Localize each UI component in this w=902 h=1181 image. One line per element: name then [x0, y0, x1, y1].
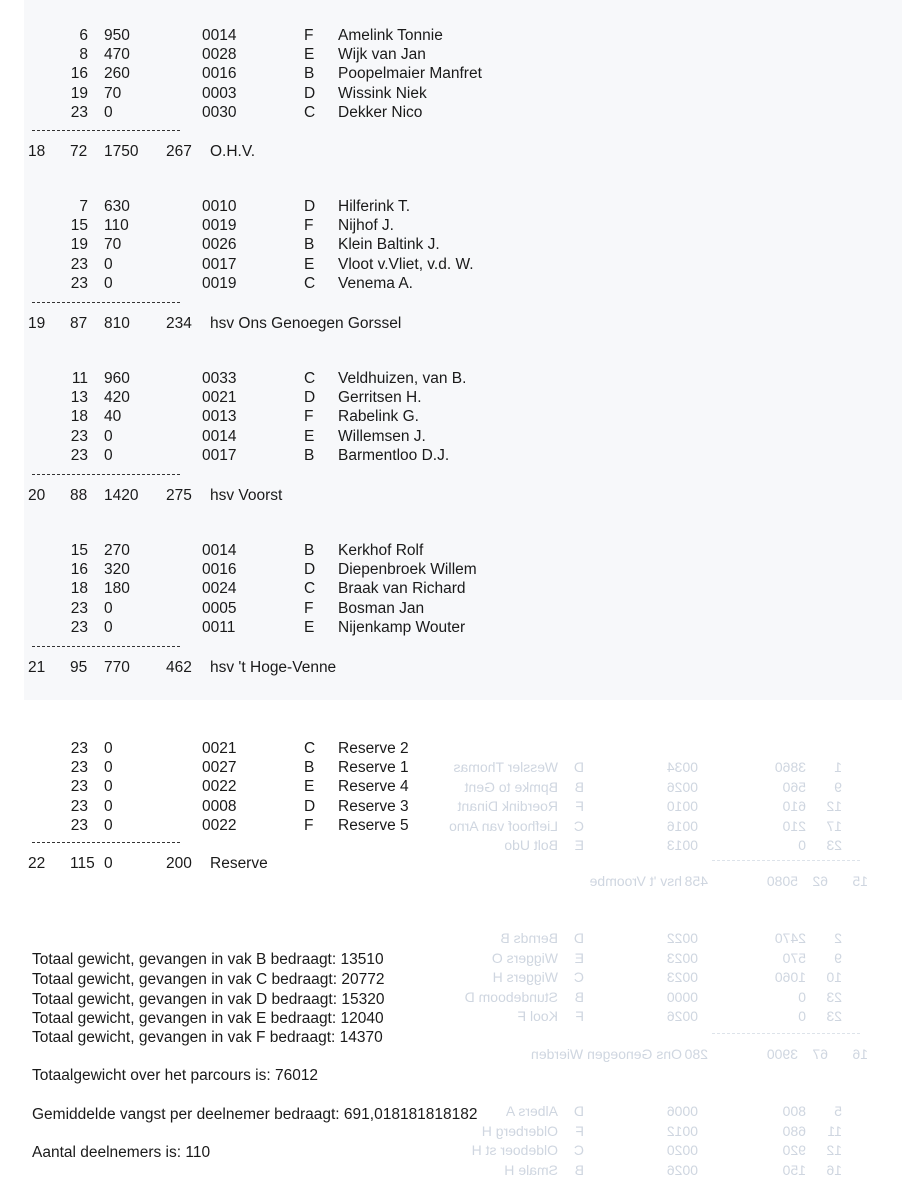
- member-weight: 470: [104, 46, 130, 64]
- bleed-through-text: Bernds B: [500, 930, 558, 946]
- member-place: 23: [70, 740, 88, 757]
- bleed-through-text: Kool F: [517, 1008, 558, 1024]
- bleed-through-text: 680: [782, 1122, 806, 1139]
- bleed-through-text: 0026: [666, 778, 698, 795]
- participant-count-line: Aantal deelnemers is: 110: [32, 1144, 211, 1161]
- bleed-through-text: 610: [782, 798, 806, 814]
- bleed-through-text: Wessler Thomas: [453, 759, 558, 775]
- member-sector: F: [304, 408, 314, 426]
- bleed-through-text: 11: [827, 1122, 842, 1139]
- member-place: 23: [70, 446, 88, 464]
- member-place: 13: [70, 389, 88, 407]
- bleed-through-text: 16: [826, 1161, 842, 1178]
- bleed-through-text: 0034: [666, 759, 698, 775]
- bleed-through-text: C: [573, 969, 584, 985]
- member-sector: C: [304, 274, 316, 292]
- bleed-through-text: 2: [834, 930, 842, 946]
- bleed-through-text: 210: [782, 817, 806, 834]
- bleed-through-text: Stundeboom D: [464, 988, 558, 1005]
- bleed-through-text: Albers A: [505, 1103, 558, 1119]
- member-number: 0021: [202, 389, 237, 407]
- separator-line: [32, 302, 180, 303]
- member-sector: F: [304, 27, 314, 44]
- team-points: 72: [70, 143, 88, 160]
- member-weight: 0: [104, 778, 113, 796]
- member-place: 18: [70, 408, 88, 426]
- bleed-through-text: 0012: [666, 1122, 698, 1139]
- member-number: 0022: [202, 816, 237, 834]
- total-weight-line: Totaalgewicht over het parcours is: 76012: [32, 1067, 319, 1084]
- team-club: hsv Ons Genoegen Gorssel: [210, 315, 402, 332]
- member-place: 23: [70, 778, 88, 796]
- member-number: 0014: [202, 427, 237, 445]
- member-place: 18: [70, 580, 88, 598]
- bleed-through-text: D: [573, 759, 584, 775]
- member-sector: F: [304, 599, 314, 617]
- bleed-through-text: 0020: [666, 1142, 698, 1158]
- member-name: Reserve 5: [338, 816, 409, 834]
- member-name: Reserve 2: [338, 740, 409, 757]
- bleed-through-text: 5: [834, 1103, 842, 1119]
- member-number: 0016: [202, 561, 237, 579]
- bleed-through-text: 280: [684, 1046, 708, 1062]
- bleed-through-text: B: [574, 1161, 584, 1178]
- member-number: 0027: [202, 759, 237, 777]
- bleed-through-text: 920: [782, 1142, 806, 1158]
- bleed-through-text: 560: [782, 778, 806, 795]
- bleed-through-text: Roerdink Dinant: [457, 798, 558, 814]
- member-weight: 70: [104, 84, 122, 102]
- bleed-through-text: 0010: [666, 798, 698, 814]
- member-sector: D: [304, 84, 316, 102]
- bleed-through-text: Bpmke to Gent: [464, 778, 558, 795]
- bleed-through-text: 0006: [666, 1103, 698, 1119]
- member-number: 0016: [202, 65, 237, 83]
- member-sector: B: [304, 236, 315, 254]
- member-weight: 950: [104, 27, 130, 44]
- member-number: 0026: [202, 236, 237, 254]
- member-sector: E: [304, 618, 315, 636]
- bleed-through-text: F: [575, 798, 584, 814]
- member-name: Nijhof J.: [338, 217, 394, 235]
- bleed-through-text: 12: [826, 1142, 842, 1158]
- team-score: 267: [166, 143, 192, 160]
- member-name: Rabelink G.: [338, 408, 419, 426]
- member-name: Gerritsen H.: [338, 389, 422, 407]
- team-rank: 19: [28, 315, 46, 332]
- member-place: 23: [70, 427, 88, 445]
- team-points: 95: [70, 659, 88, 676]
- bleed-through-text: 9: [834, 778, 842, 795]
- member-name: Reserve 4: [338, 778, 409, 796]
- team-weight: 770: [104, 659, 130, 676]
- member-weight: 0: [104, 446, 113, 464]
- bleed-through-text: Ons Genoegen Wierden: [531, 1046, 682, 1062]
- member-name: Poopelmaier Manfret: [338, 65, 482, 83]
- bleed-through-text: F: [575, 1122, 584, 1139]
- member-sector: B: [304, 542, 315, 559]
- bleed-through-text: hsv 't Vroombe: [589, 873, 682, 889]
- bleed-through-text: 0016: [666, 817, 698, 834]
- team-rank: 20: [28, 487, 46, 504]
- member-place: 16: [70, 65, 88, 83]
- member-number: 0014: [202, 27, 237, 44]
- member-weight: 630: [104, 198, 130, 215]
- member-weight: 0: [104, 759, 113, 777]
- member-number: 0017: [202, 446, 237, 464]
- bleed-through-text: 0: [798, 1008, 806, 1024]
- bleed-through-text: C: [573, 1142, 584, 1158]
- bleed-through-text: 570: [782, 949, 806, 966]
- member-name: Braak van Richard: [338, 580, 466, 598]
- member-name: Wijk van Jan: [338, 46, 426, 64]
- member-sector: C: [304, 370, 316, 387]
- bleed-through-text: 23: [826, 837, 842, 853]
- bleed-through-text: 800: [782, 1103, 806, 1119]
- team-score: 462: [166, 659, 192, 676]
- team-rank: 18: [28, 143, 46, 160]
- member-place: 23: [70, 274, 88, 292]
- member-name: Klein Baltink J.: [338, 236, 440, 254]
- bleed-through-text: Liefhoof van Arno: [449, 817, 558, 834]
- member-name: Veldhuizen, van B.: [338, 370, 467, 387]
- bleed-through-text: Wiggers O: [491, 949, 558, 966]
- bleed-through-text: F: [575, 1008, 584, 1024]
- member-number: 0010: [202, 198, 237, 215]
- team-club: Reserve: [210, 855, 268, 872]
- bleed-through-text: 0: [798, 837, 806, 853]
- member-sector: B: [304, 446, 315, 464]
- sector-total-line: Totaal gewicht, gevangen in vak F bedraagt: 14370: [32, 1029, 383, 1046]
- bleed-through-text: 458: [684, 873, 708, 889]
- member-sector: F: [304, 217, 314, 235]
- member-weight: 0: [104, 255, 113, 273]
- sector-total-line: Totaal gewicht, gevangen in vak D bedraagt: 15320: [32, 991, 385, 1008]
- member-place: 8: [79, 46, 88, 64]
- member-number: 0028: [202, 46, 237, 64]
- member-number: 0008: [202, 797, 237, 815]
- member-place: 11: [71, 370, 88, 387]
- bleed-through-text: C: [573, 817, 584, 834]
- bleed-through-text: D: [573, 1103, 584, 1119]
- bleed-through-text: 1060: [774, 969, 806, 985]
- member-number: 0019: [202, 217, 237, 235]
- team-rank: 22: [28, 855, 46, 872]
- member-number: 0024: [202, 580, 237, 598]
- member-name: Kerkhof Rolf: [338, 542, 424, 559]
- bleed-through-text: 23: [826, 988, 842, 1005]
- member-weight: 0: [104, 599, 113, 617]
- bleed-through-text: 0026: [666, 1161, 698, 1178]
- member-sector: D: [304, 198, 316, 215]
- bleed-through-text: E: [574, 837, 584, 853]
- bleed-through-text: 12: [826, 798, 842, 814]
- bleed-through-text: D: [573, 930, 584, 946]
- member-weight: 260: [104, 65, 130, 83]
- member-sector: E: [304, 427, 315, 445]
- member-weight: 0: [104, 103, 113, 121]
- bleed-through-text: B: [574, 778, 584, 795]
- member-name: Diepenbroek Willem: [338, 561, 477, 579]
- member-name: Venema A.: [338, 274, 413, 292]
- team-club: O.H.V.: [210, 143, 256, 160]
- team-weight: 1420: [104, 487, 139, 504]
- member-weight: 0: [104, 618, 113, 636]
- member-weight: 40: [104, 408, 122, 426]
- bleed-through-text: 9: [834, 949, 842, 966]
- bleed-through-text: 1: [834, 759, 842, 775]
- member-sector: D: [304, 561, 316, 579]
- bleed-through-text: 16: [852, 1046, 868, 1062]
- member-name: Nijenkamp Wouter: [338, 618, 466, 636]
- separator-line: [32, 130, 180, 131]
- member-weight: 0: [104, 816, 113, 834]
- member-name: Amelink Tonnie: [338, 27, 443, 44]
- team-club: hsv Voorst: [210, 487, 283, 504]
- member-number: 0030: [202, 103, 237, 121]
- member-name: Wissink Niek: [338, 84, 427, 102]
- member-number: 0014: [202, 542, 237, 559]
- member-sector: C: [304, 740, 316, 757]
- bleed-through-text: Oldeboer st H: [471, 1142, 558, 1158]
- bleed-through-text: 17: [826, 817, 842, 834]
- bleed-through-text: 0000: [666, 988, 698, 1005]
- member-name: Bosman Jan: [338, 599, 425, 617]
- member-place: 23: [70, 797, 88, 815]
- member-place: 23: [70, 599, 88, 617]
- member-weight: 0: [104, 797, 113, 815]
- member-sector: B: [304, 65, 315, 83]
- bleed-through-text: 0022: [666, 930, 698, 946]
- sector-total-line: Totaal gewicht, gevangen in vak C bedraagt: 20772: [32, 971, 385, 988]
- member-weight: 960: [104, 370, 130, 387]
- bleed-through-text: Wiggers H: [492, 969, 558, 985]
- member-weight: 110: [104, 217, 129, 235]
- member-place: 15: [70, 542, 88, 559]
- bleed-through-text: 0013: [666, 837, 698, 853]
- bleed-through-text: E: [574, 949, 584, 966]
- member-place: 15: [70, 217, 88, 235]
- member-name: Dekker Nico: [338, 103, 423, 121]
- member-number: 0019: [202, 274, 237, 292]
- member-number: 0003: [202, 84, 237, 102]
- member-weight: 0: [104, 274, 113, 292]
- sector-total-line: Totaal gewicht, gevangen in vak B bedraagt: 13510: [32, 951, 384, 968]
- member-number: 0005: [202, 599, 237, 617]
- bleed-through-text: Bolt Udo: [504, 837, 558, 853]
- bleed-through-text: 10: [826, 969, 842, 985]
- average-catch-line: Gemiddelde vangst per deelnemer bedraagt: 691,018181818182: [32, 1106, 478, 1123]
- member-sector: E: [304, 46, 315, 64]
- team-weight: 1750: [104, 143, 139, 160]
- member-weight: 0: [104, 427, 113, 445]
- bleed-through-text: 67: [812, 1046, 828, 1062]
- bleed-through-text: Olderberg H: [481, 1122, 558, 1139]
- member-place: 7: [79, 198, 88, 215]
- separator-line: [32, 842, 180, 843]
- team-club: hsv 't Hoge-Venne: [210, 659, 337, 676]
- team-points: 115: [70, 855, 95, 872]
- member-sector: D: [304, 797, 316, 815]
- member-weight: 180: [104, 580, 130, 598]
- team-rank: 21: [28, 659, 46, 676]
- member-name: Vloot v.Vliet, v.d. W.: [338, 255, 474, 273]
- member-sector: E: [304, 255, 315, 273]
- bleed-through-text: 3900: [766, 1046, 798, 1062]
- member-number: 0021: [202, 740, 237, 757]
- bleed-through-text: 0023: [666, 949, 698, 966]
- member-name: Barmentloo D.J.: [338, 446, 450, 464]
- member-name: Reserve 1: [338, 759, 409, 777]
- member-weight: 320: [104, 561, 130, 579]
- member-place: 23: [70, 816, 88, 834]
- member-sector: C: [304, 103, 316, 121]
- member-number: 0022: [202, 778, 237, 796]
- member-weight: 270: [104, 542, 130, 559]
- member-number: 0033: [202, 370, 237, 387]
- bleed-through-text: 0: [798, 988, 806, 1005]
- sector-total-line: Totaal gewicht, gevangen in vak E bedraagt: 12040: [32, 1010, 384, 1027]
- team-score: 200: [166, 855, 192, 872]
- team-weight: 0: [104, 855, 113, 872]
- bleed-through-text: 5080: [766, 873, 798, 889]
- member-sector: D: [304, 389, 316, 407]
- bleed-through-text: 23: [826, 1008, 842, 1024]
- bleed-through-text: 15: [852, 873, 868, 889]
- bleed-through-text: B: [574, 988, 584, 1005]
- bleed-through-text: 2470: [774, 930, 806, 946]
- team-weight: 810: [104, 315, 130, 332]
- member-sector: E: [304, 778, 315, 796]
- team-points: 87: [70, 315, 88, 332]
- bleed-through-text: 0023: [666, 969, 698, 985]
- bleed-through-text: 3860: [774, 759, 806, 775]
- member-name: Reserve 3: [338, 797, 409, 815]
- bleed-through-separator: [712, 1033, 860, 1034]
- team-score: 275: [166, 487, 192, 504]
- member-weight: 70: [104, 236, 122, 254]
- separator-line: [32, 474, 180, 475]
- separator-line: [32, 646, 180, 647]
- team-score: 234: [166, 315, 192, 332]
- member-place: 6: [79, 27, 88, 44]
- member-sector: C: [304, 580, 316, 598]
- member-place: 23: [70, 255, 88, 273]
- member-place: 16: [70, 561, 88, 579]
- bleed-through-separator: [712, 860, 860, 861]
- member-place: 23: [70, 759, 88, 777]
- member-number: 0011: [202, 618, 236, 636]
- bleed-through-text: 150: [782, 1161, 806, 1178]
- member-sector: F: [304, 816, 314, 834]
- member-name: Hilferink T.: [338, 198, 411, 215]
- bleed-through-text: 62: [812, 873, 828, 889]
- member-number: 0017: [202, 255, 237, 273]
- member-place: 23: [70, 618, 88, 636]
- bleed-through-text: 0026: [666, 1008, 698, 1024]
- member-weight: 0: [104, 740, 113, 757]
- member-sector: B: [304, 759, 315, 777]
- team-points: 88: [70, 487, 88, 504]
- member-place: 19: [70, 236, 88, 254]
- member-weight: 420: [104, 389, 130, 407]
- member-place: 23: [70, 103, 88, 121]
- member-name: Willemsen J.: [338, 427, 426, 445]
- bleed-through-text: Smale H: [504, 1161, 558, 1178]
- member-number: 0013: [202, 408, 237, 426]
- member-place: 19: [70, 84, 88, 102]
